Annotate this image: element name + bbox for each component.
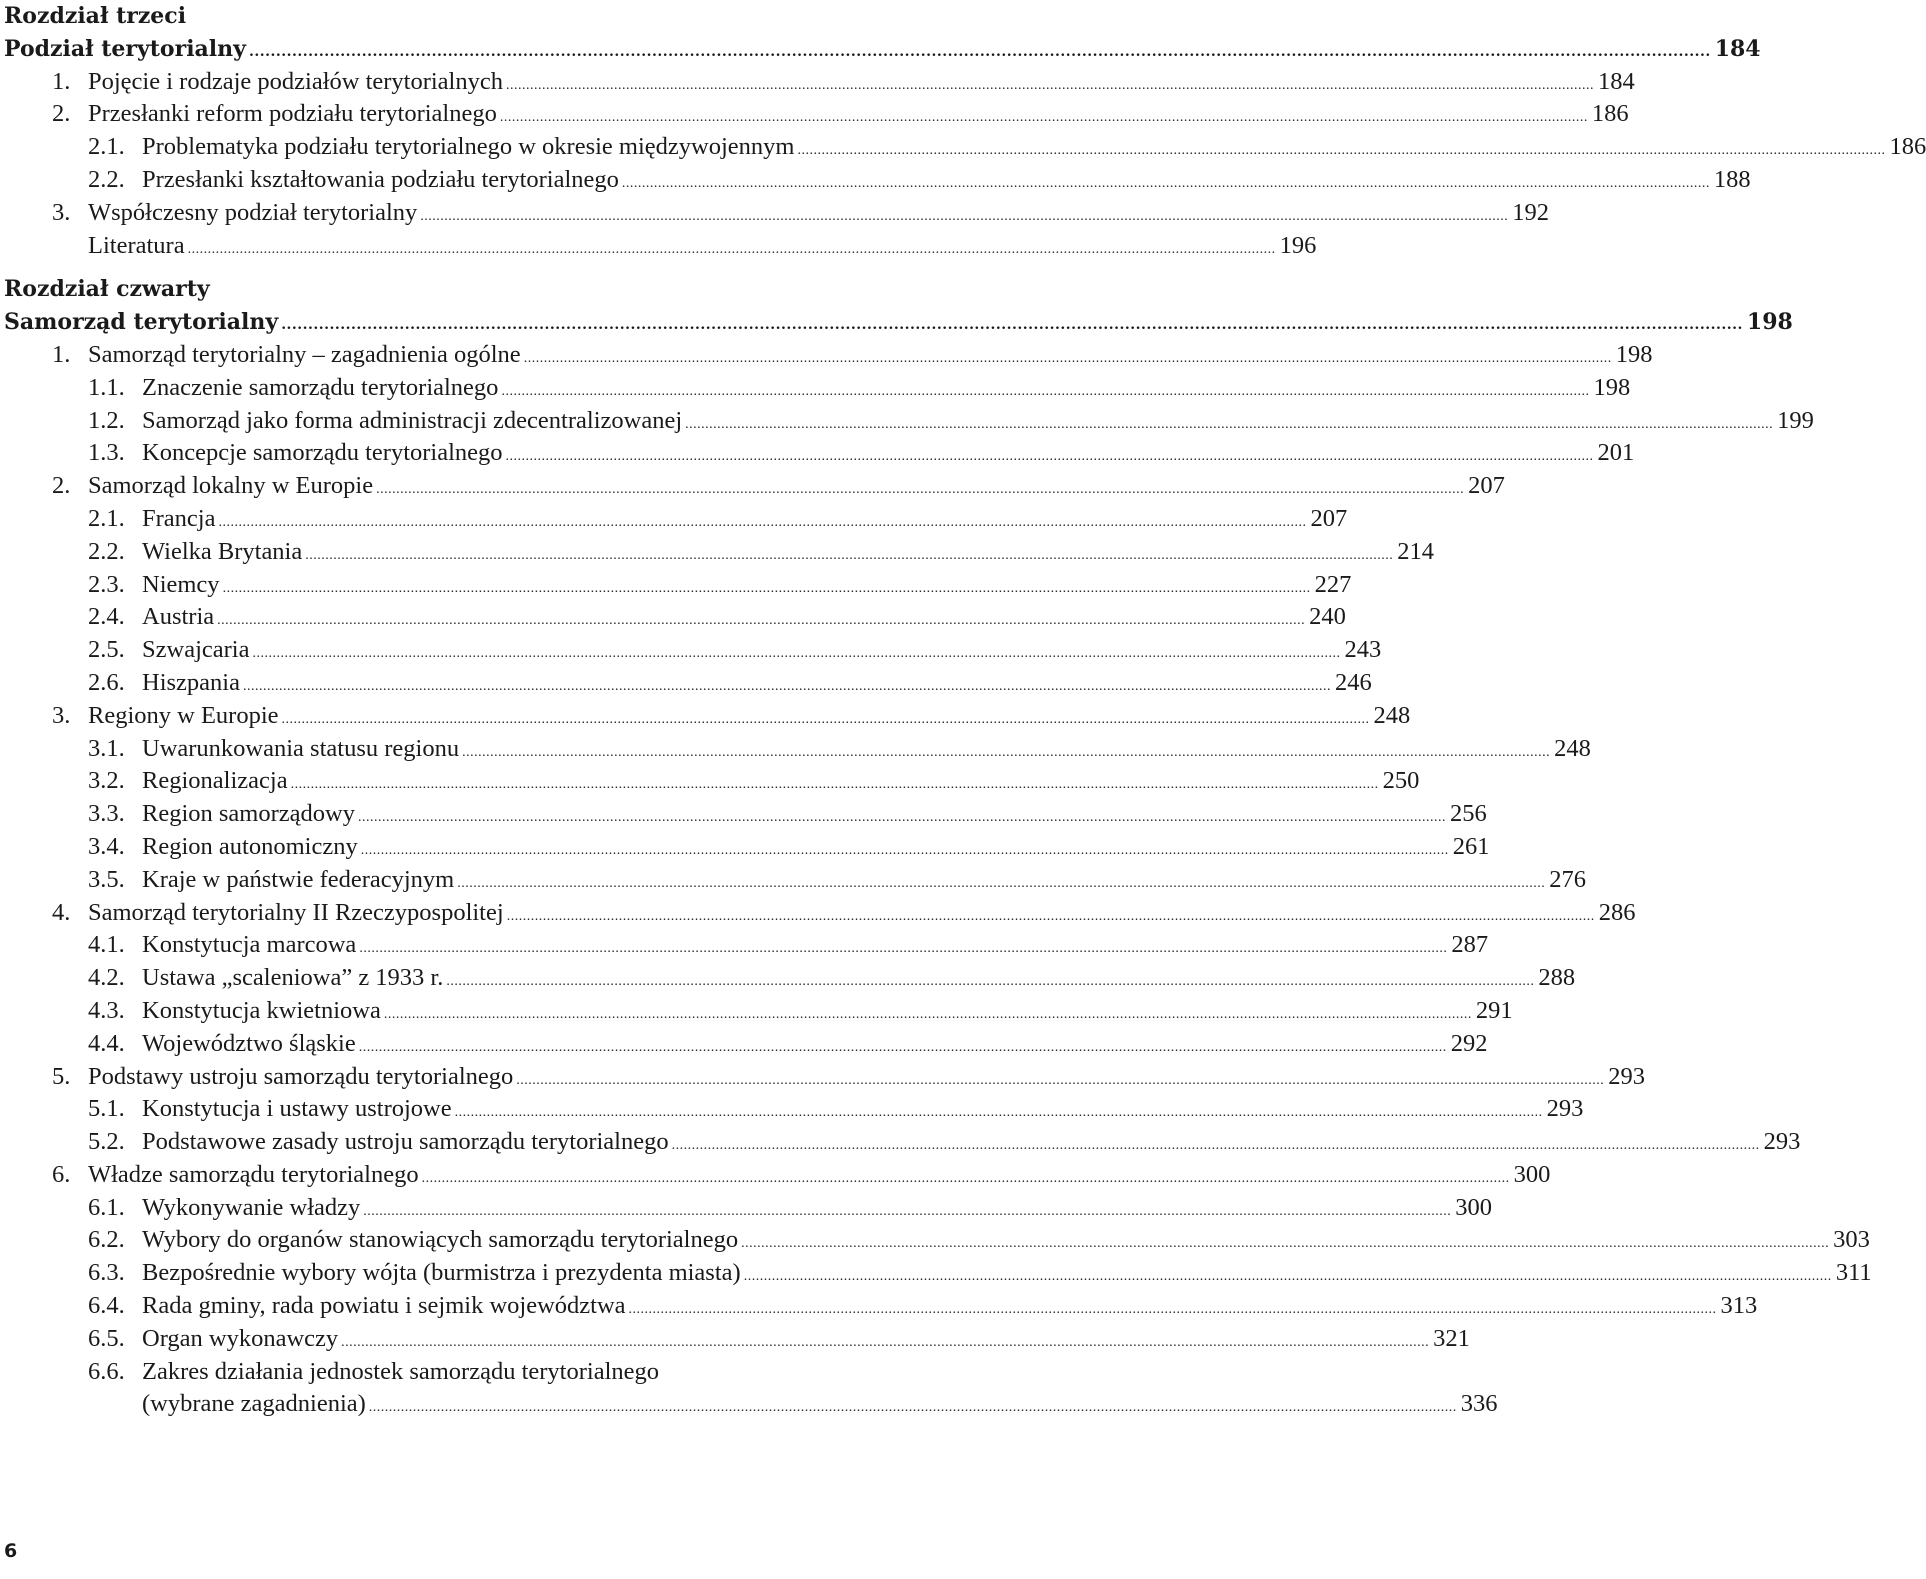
- section-number: 3.5.: [88, 865, 125, 893]
- toc-entry[interactable]: [4, 230, 1317, 263]
- toc-entry[interactable]: [4, 1192, 1493, 1225]
- section-title: Konstytucja marcowa: [142, 931, 357, 959]
- toc-entry[interactable]: [4, 1093, 1584, 1126]
- section-number: 3.1.: [88, 734, 125, 762]
- page-ref: 311: [1835, 1259, 1872, 1287]
- page-ref: 286: [1598, 898, 1636, 926]
- section-number: 2.1.: [88, 504, 125, 532]
- section-number: 1.3.: [88, 439, 125, 467]
- section-number: 4.: [52, 898, 71, 926]
- section-title: Przesłanki kształtowania podziału terytorialnego: [142, 165, 619, 193]
- section-title: Organ wykonawczy: [142, 1324, 339, 1352]
- toc-entry[interactable]: [4, 667, 1372, 700]
- section-number: 2.2.: [88, 537, 125, 565]
- section-title: Austria: [142, 603, 215, 631]
- section-title: Władze samorządu terytorialnego: [88, 1160, 419, 1188]
- dot-leader: [744, 1261, 1832, 1294]
- toc-entry[interactable]: [4, 405, 1814, 438]
- toc-entry[interactable]: [4, 98, 1629, 131]
- page-ref: 198: [1593, 373, 1631, 401]
- page-ref: 192: [1512, 198, 1550, 226]
- section-number: 4.4.: [88, 1029, 125, 1057]
- page-ref: 186: [1889, 133, 1926, 161]
- toc-entry[interactable]: [4, 503, 1348, 536]
- toc-entry[interactable]: [4, 437, 1635, 470]
- dot-leader: [243, 671, 1331, 704]
- toc-entry[interactable]: [4, 962, 1576, 995]
- page-ref: 207: [1468, 472, 1505, 500]
- section-title: Szwajcaria: [142, 636, 250, 664]
- section-title: Uwarunkowania statusu regionu: [142, 734, 460, 762]
- dot-leader: [305, 540, 1393, 573]
- page-ref: 287: [1451, 931, 1489, 959]
- dot-leader: [218, 507, 1306, 540]
- toc-entry[interactable]: [4, 536, 1434, 569]
- dot-leader: [506, 70, 1594, 103]
- chapter-title: Samorząd terytorialny: [4, 309, 279, 336]
- page-ref: 186: [1591, 100, 1629, 128]
- page-ref: 313: [1720, 1292, 1758, 1320]
- dot-leader: [359, 1032, 1447, 1065]
- section-title: Województwo śląskie: [142, 1029, 356, 1057]
- page-ref: 188: [1713, 165, 1751, 193]
- toc-entry[interactable]: [4, 1028, 1488, 1061]
- section-number: 1.1.: [88, 373, 125, 401]
- toc-entry[interactable]: [4, 1290, 1758, 1323]
- dot-leader: [358, 802, 1446, 835]
- section-title: Problematyka podziału terytorialnego w okresie międzywojennym: [142, 133, 795, 161]
- section-number: 2.: [52, 100, 71, 128]
- section-title: Region autonomiczny: [142, 832, 358, 860]
- page-ref: 207: [1310, 504, 1348, 532]
- page-ref: 292: [1450, 1029, 1488, 1057]
- section-title: Przesłanki reform podziału terytorialnego: [88, 100, 497, 128]
- section-title: Pojęcie i rodzaje podziałów terytorialnych: [88, 67, 503, 95]
- toc-entry[interactable]: [4, 897, 1636, 930]
- page-ref: 321: [1433, 1324, 1470, 1352]
- chapter-title-entry[interactable]: [4, 306, 1793, 339]
- section-number: 5.1.: [88, 1095, 125, 1123]
- dot-leader: [506, 441, 1594, 474]
- section-number: 2.1.: [88, 133, 125, 161]
- page-ref: 288: [1538, 964, 1576, 992]
- section-number: 6.: [52, 1160, 71, 1188]
- section-title: Konstytucja i ustawy ustrojowe: [142, 1095, 452, 1123]
- page-ref: 248: [1554, 734, 1591, 762]
- page-ref: 199: [1777, 406, 1814, 434]
- section-number: 2.5.: [88, 636, 125, 664]
- section-title: Podstawy ustroju samorządu terytorialnego: [88, 1062, 514, 1090]
- page-ref: 198: [1615, 340, 1653, 368]
- dot-leader: [672, 1130, 1760, 1163]
- page-number: 6: [4, 1540, 18, 1562]
- section-title: Ustawa „scaleniowa” z 1933 r.: [142, 964, 444, 992]
- section-title: Region samorządowy: [142, 800, 355, 828]
- section-title: Bezpośrednie wybory wójta (burmistrza i prezydenta miasta): [142, 1259, 741, 1287]
- page-ref: 293: [1546, 1095, 1584, 1123]
- dot-leader: [217, 605, 1305, 638]
- dot-leader: [629, 1294, 1717, 1327]
- page-ref: 184: [1714, 35, 1761, 62]
- section-number: 2.4.: [88, 603, 125, 631]
- section-number: 6.5.: [88, 1324, 125, 1352]
- section-number: 6.2.: [88, 1226, 125, 1254]
- section-title: Rada gminy, rada powiatu i sejmik województwa: [142, 1292, 626, 1320]
- section-title: Samorząd terytorialny – zagadnienia ogólne: [88, 340, 521, 368]
- dot-leader: [420, 201, 1508, 234]
- section-number: 3.4.: [88, 832, 125, 860]
- toc-entry[interactable]: [4, 1159, 1551, 1192]
- section-title: Wielka Brytania: [142, 537, 303, 565]
- table-of-contents: [4, 0, 1926, 1421]
- dot-leader: [369, 1392, 1457, 1425]
- page-ref: 198: [1746, 309, 1793, 336]
- chapter: [4, 262, 1872, 1421]
- toc-entry[interactable]: [4, 1323, 1470, 1356]
- toc-entry[interactable]: [4, 197, 1550, 230]
- section-number: 2.3.: [88, 570, 125, 598]
- toc-entry[interactable]: [4, 164, 1751, 197]
- section-number: 4.1.: [88, 931, 125, 959]
- page-ref: 248: [1373, 701, 1411, 729]
- dot-leader: [384, 999, 1472, 1032]
- toc-entry[interactable]: [4, 798, 1487, 831]
- section-number: 6.6.: [88, 1357, 125, 1385]
- toc-entry[interactable]: [4, 1061, 1646, 1094]
- section-number: 1.2.: [88, 406, 125, 434]
- toc-entry[interactable]: [4, 66, 1635, 99]
- page-ref: 336: [1460, 1390, 1498, 1418]
- toc-entry[interactable]: [4, 929, 1489, 962]
- section-number: 6.4.: [88, 1292, 125, 1320]
- section-number: 3.: [52, 198, 71, 226]
- toc-entry[interactable]: [4, 1224, 1870, 1257]
- dot-leader: [252, 638, 1340, 671]
- page-ref: 250: [1382, 767, 1420, 795]
- toc-entry[interactable]: [4, 372, 1631, 405]
- section-number: 4.3.: [88, 996, 125, 1024]
- section-title: Konstytucja kwietniowa: [142, 996, 381, 1024]
- dot-leader: [507, 901, 1595, 934]
- toc-entry[interactable]: [4, 1257, 1872, 1290]
- page-ref: 246: [1334, 668, 1372, 696]
- section-title: Regionalizacja: [142, 767, 288, 795]
- toc-entry[interactable]: [4, 765, 1420, 798]
- section-number: 2.: [52, 472, 71, 500]
- toc-entry[interactable]: [4, 1126, 1801, 1159]
- dot-leader: [741, 1228, 1829, 1261]
- section-number: 6.1.: [88, 1193, 125, 1221]
- section-title-continued: (wybrane zagadnienia): [142, 1390, 366, 1418]
- dot-leader: [457, 868, 1545, 901]
- dot-leader: [524, 343, 1612, 376]
- toc-entry[interactable]: [4, 339, 1653, 372]
- section-title: Podstawowe zasady ustroju samorządu terytorialnego: [142, 1128, 669, 1156]
- toc-entry[interactable]: [4, 700, 1411, 733]
- section-number: 1.: [52, 67, 71, 95]
- section-title: Samorząd jako forma administracji zdecentralizowanej: [142, 406, 683, 434]
- section-title: Znaczenie samorządu terytorialnego: [142, 373, 499, 401]
- page-ref: 201: [1597, 439, 1635, 467]
- page-ref: 256: [1449, 800, 1487, 828]
- toc-entry[interactable]: [4, 470, 1505, 503]
- section-title: Francja: [142, 504, 216, 532]
- chapter-title-entry[interactable]: [4, 33, 1761, 66]
- page-ref: 276: [1549, 865, 1586, 893]
- toc-entry[interactable]: [4, 601, 1346, 634]
- section-number: 3.3.: [88, 800, 125, 828]
- dot-leader: [249, 36, 1711, 69]
- dot-leader: [291, 769, 1379, 802]
- dot-leader: [422, 1163, 1510, 1196]
- dot-leader: [446, 966, 1534, 999]
- page-ref: 240: [1309, 603, 1346, 631]
- page-ref: 227: [1314, 570, 1352, 598]
- page-ref: 243: [1344, 636, 1382, 664]
- section-number: 3.2.: [88, 767, 125, 795]
- page-ref: 214: [1397, 537, 1434, 565]
- section-title: Współczesny podział terytorialny: [88, 198, 418, 226]
- toc-entry[interactable]: [4, 733, 1591, 766]
- dot-leader: [376, 474, 1464, 507]
- page-ref: 303: [1833, 1226, 1870, 1254]
- section-number: 5.: [52, 1062, 71, 1090]
- section-title: Hiszpania: [142, 668, 240, 696]
- section-title: Zakres działania jednostek samorządu terytorialnego: [142, 1357, 660, 1385]
- dot-leader: [223, 573, 1311, 606]
- page-ref: 196: [1279, 231, 1317, 259]
- section-title: Regiony w Europie: [88, 701, 279, 729]
- dot-leader: [516, 1065, 1604, 1098]
- toc-entry[interactable]: [4, 995, 1513, 1028]
- page-ref: 293: [1763, 1128, 1801, 1156]
- page-ref: 184: [1597, 67, 1635, 95]
- section-title: Samorząd terytorialny II Rzeczypospolitej: [88, 898, 504, 926]
- section-number: 2.6.: [88, 668, 125, 696]
- page-ref: 291: [1475, 996, 1513, 1024]
- dot-leader: [361, 835, 1449, 868]
- page-ref: 293: [1608, 1062, 1646, 1090]
- toc-entry[interactable]: [4, 131, 1926, 164]
- toc-entry[interactable]: [4, 634, 1382, 667]
- section-title: Niemcy: [142, 570, 220, 598]
- section-number: 1.: [52, 340, 71, 368]
- toc-entry[interactable]: [4, 831, 1490, 864]
- section-number: 6.3.: [88, 1259, 125, 1287]
- dot-leader: [281, 309, 1743, 342]
- chapter-label: Rozdział trzeci: [4, 3, 187, 29]
- toc-entry[interactable]: [4, 1356, 1498, 1422]
- chapter-title: Podział terytorialny: [4, 35, 246, 62]
- section-title: Samorząd lokalny w Europie: [88, 472, 374, 500]
- section-title: Kraje w państwie federacyjnym: [142, 865, 455, 893]
- section-title: Wykonywanie władzy: [142, 1193, 361, 1221]
- dot-leader: [188, 234, 1276, 267]
- toc-entry[interactable]: [4, 864, 1586, 897]
- chapter: [4, 0, 1926, 262]
- section-number: 4.2.: [88, 964, 125, 992]
- section-title: Koncepcje samorządu terytorialnego: [142, 439, 503, 467]
- section-number: 5.2.: [88, 1128, 125, 1156]
- chapter-label: Rozdział czwarty: [4, 276, 210, 303]
- section-number: 3.: [52, 701, 71, 729]
- toc-entry[interactable]: [4, 569, 1352, 602]
- section-number: 2.2.: [88, 165, 125, 193]
- dot-leader: [359, 933, 1447, 966]
- page-ref: 300: [1455, 1193, 1493, 1221]
- section-title: Literatura: [88, 231, 185, 259]
- page-ref: 300: [1513, 1160, 1551, 1188]
- section-title: Wybory do organów stanowiących samorządu terytorialnego: [142, 1226, 739, 1254]
- page-ref: 261: [1452, 832, 1490, 860]
